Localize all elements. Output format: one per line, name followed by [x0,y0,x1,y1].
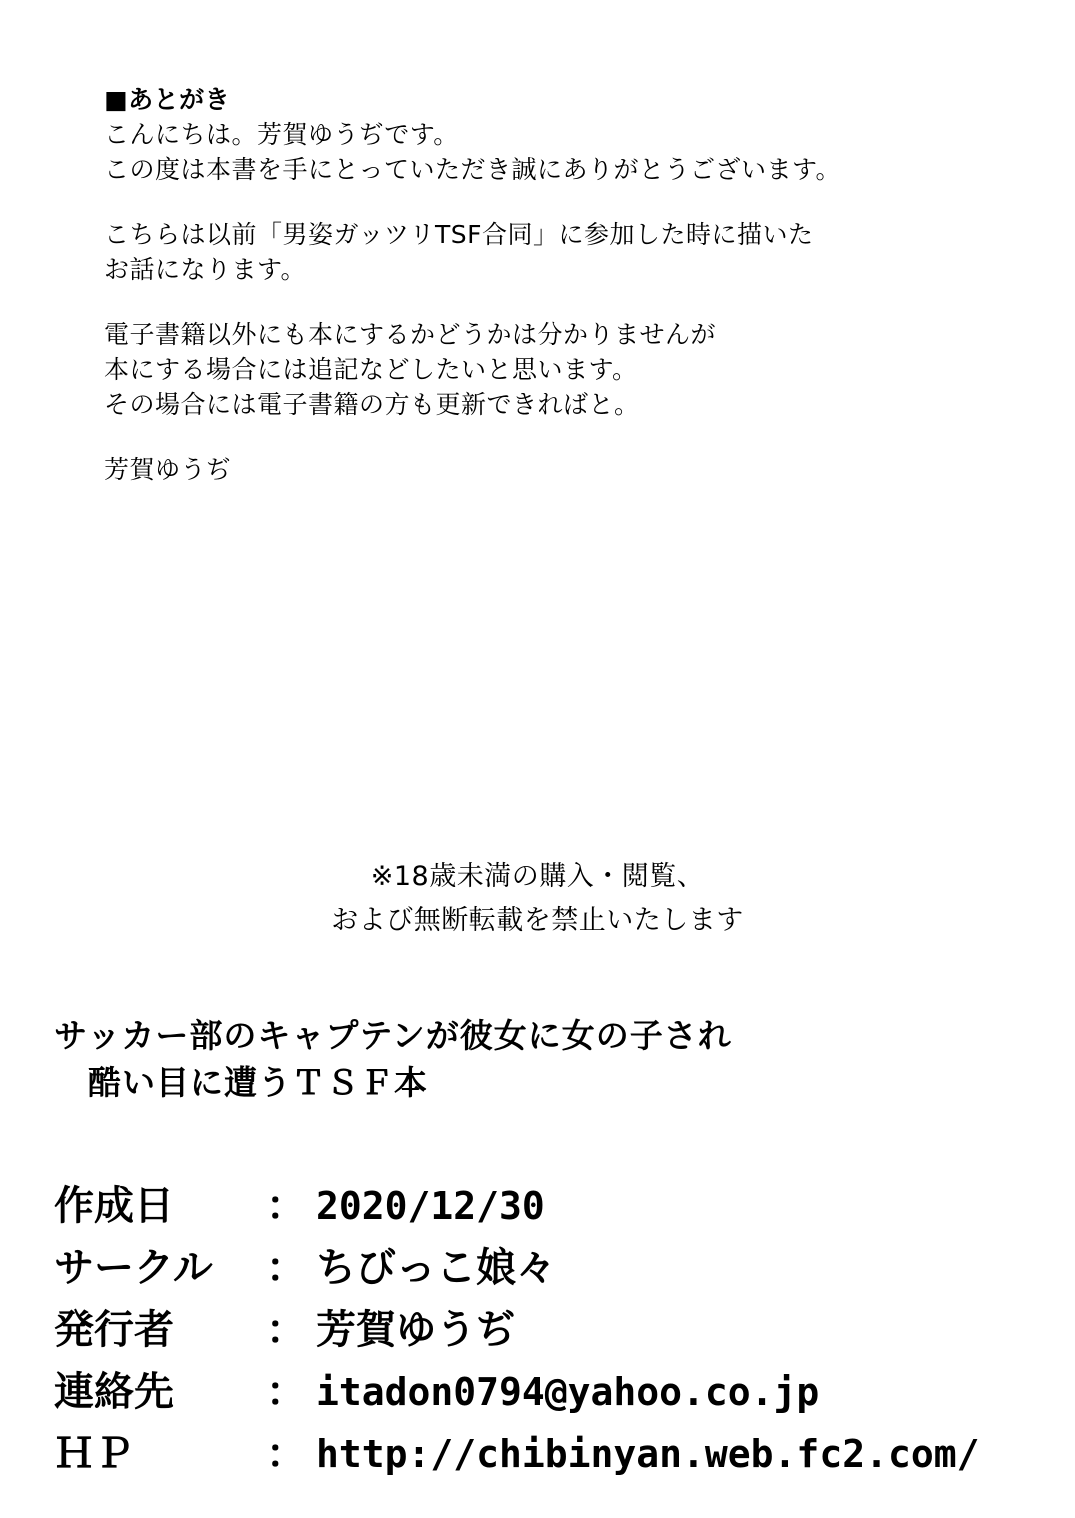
colophon-separator: ： [266,1183,306,1229]
colophon-row-contact [54,1361,1054,1423]
colophon-row-circle [54,1237,1054,1299]
colophon-value-publisher: 芳賀ゆうぢ [316,1307,516,1353]
afterword-heading: ■あとがき [104,85,231,114]
colophon-separator: ： [266,1245,306,1291]
notice-line: および無断転載を禁止いたします [331,905,744,936]
work-title-line-1: サッカー部のキャプテンが彼女に女の子され [54,1016,732,1055]
colophon-row-homepage [54,1423,1054,1485]
colophon-label-publisher: 発行者 [54,1307,174,1353]
afterword-paragraph-3 [104,317,984,422]
afterword-paragraph-1 [104,82,984,187]
afterword-paragraph-2 [104,217,984,287]
work-title [54,1012,1034,1106]
colophon-label-circle: サークル [54,1245,213,1291]
author-signature: 芳賀ゆうぢ [104,455,232,484]
colophon [54,1175,1054,1485]
colophon-value-contact-email[interactable]: itadon0794@yahoo.co.jp [316,1370,820,1414]
afterword-line: この度は本書を手にとっていただき誠にありがとうございます。 [104,155,842,184]
work-title-line-2: 酷い目に遭うＴＳＦ本 [88,1063,428,1102]
notice-line: ※18歳未満の購入・閲覧、 [370,861,705,892]
colophon-value-homepage-url[interactable]: http://chibinyan.web.fc2.com/ [316,1432,980,1476]
colophon-row-publisher [54,1299,1054,1361]
afterword-signature-block [104,452,984,487]
afterword-line: こちらは以前「男姿ガッツリTSF合同」に参加した時に描いた [104,220,814,249]
colophon-row-creation-date [54,1175,1054,1237]
afterword-line: こんにちは。芳賀ゆうぢです。 [104,120,459,149]
colophon-label-contact: 連絡先 [54,1369,174,1415]
afterword-line: お話になります。 [104,255,307,284]
colophon-separator: ： [266,1369,306,1415]
colophon-separator: ： [266,1431,306,1477]
afterword-line: 電子書籍以外にも本にするかどうかは分かりませんが [104,320,717,349]
afterword-section [104,82,984,517]
afterword-line: その場合には電子書籍の方も更新できればと。 [104,390,640,419]
afterword-line: 本にする場合には追記などしたいと思います。 [104,355,638,384]
colophon-label-homepage: ＨＰ [54,1431,134,1477]
colophon-value-creation-date: 2020/12/30 [316,1184,545,1228]
age-restriction-notice [0,855,1075,943]
colophon-value-circle: ちびっこ娘々 [316,1245,556,1291]
colophon-label-creation-date: 作成日 [54,1183,174,1229]
colophon-separator: ： [266,1307,306,1353]
